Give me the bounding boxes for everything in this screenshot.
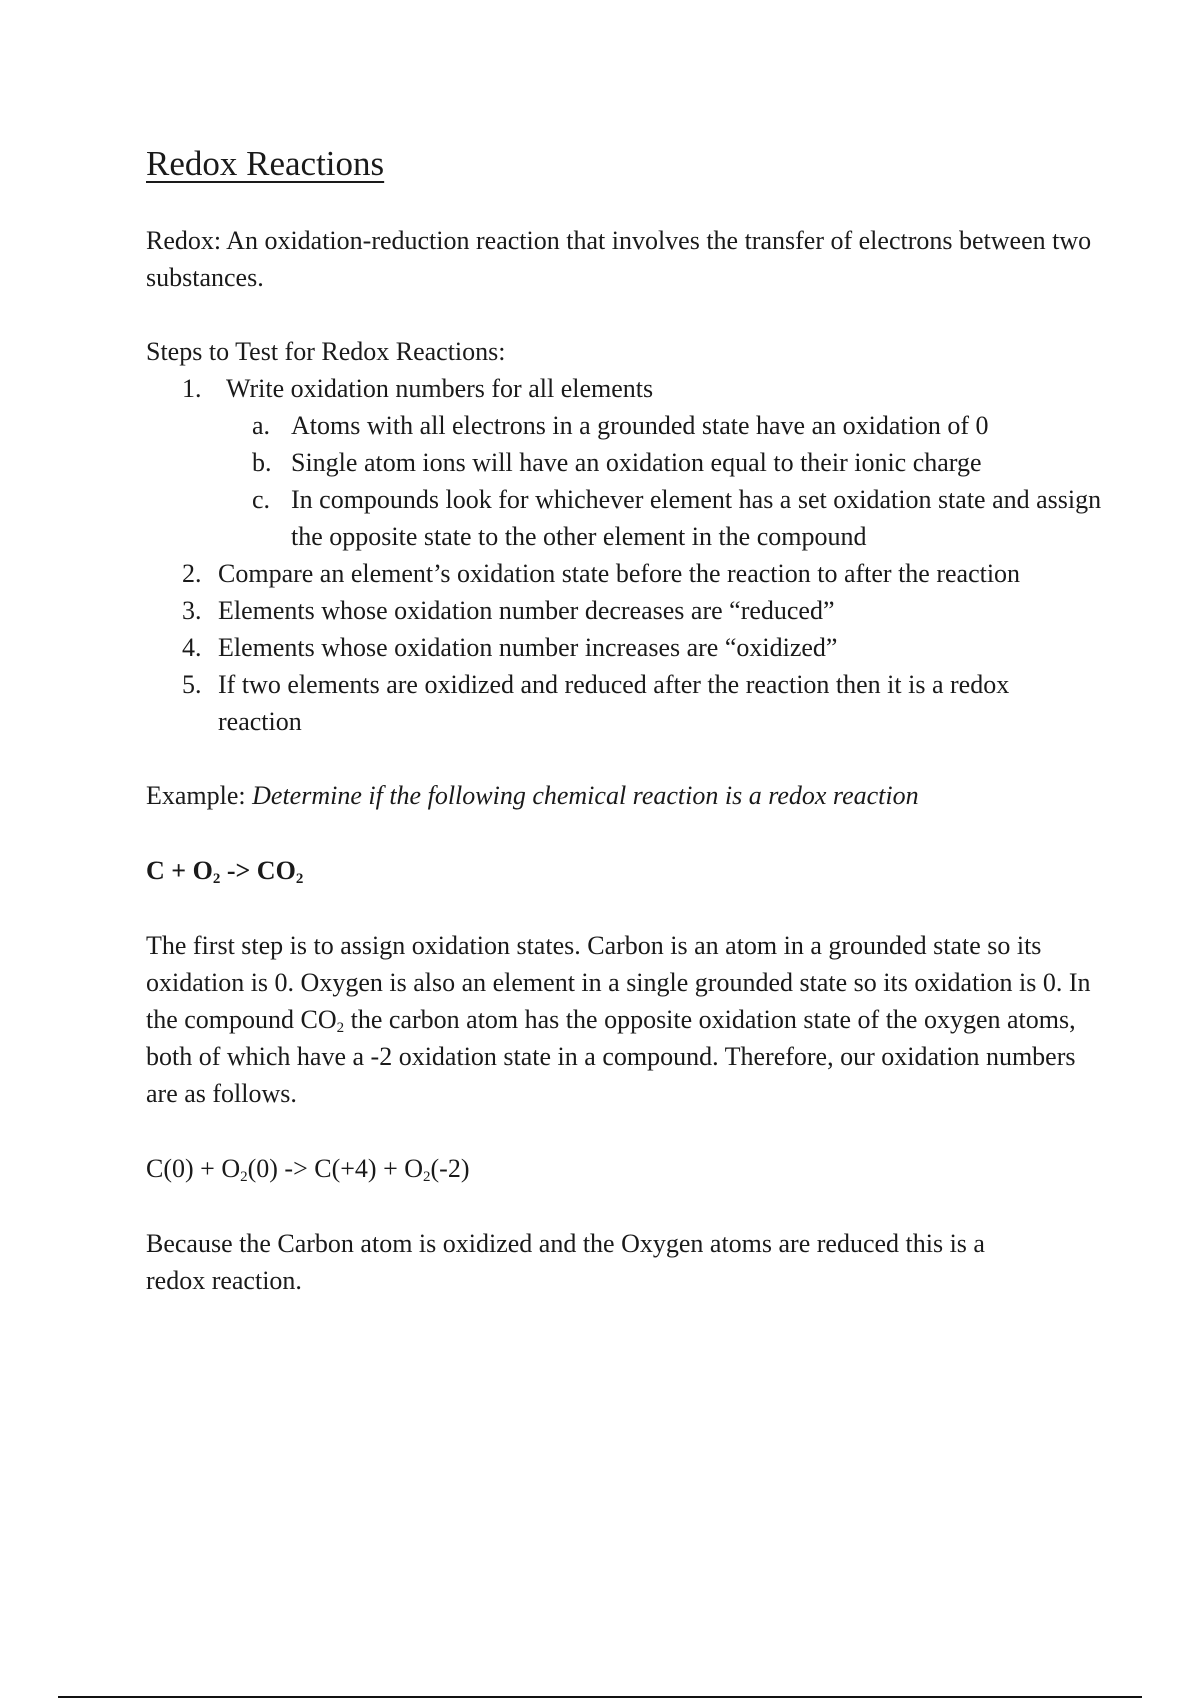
page-title: Redox Reactions xyxy=(146,144,385,183)
step-number: 2. xyxy=(182,559,202,588)
substep-item xyxy=(146,481,1106,555)
page-bottom-rule xyxy=(58,1696,1142,1698)
conclusion-paragraph: Because the Carbon atom is oxidized and the Oxygen atoms are reduced this is a redox reaction. xyxy=(146,1229,985,1295)
document-page xyxy=(146,144,1106,1299)
substep-letter: a. xyxy=(252,411,271,440)
equation-subscript: 2 xyxy=(212,871,221,887)
example-label: Example: xyxy=(146,781,253,810)
explanation-paragraph xyxy=(146,927,1106,1112)
substep-text: Atoms with all electrons in a grounded state have an oxidation of 0 xyxy=(291,411,989,440)
oxeq-part: C(0) + O xyxy=(146,1154,241,1183)
substep-item xyxy=(146,407,1106,444)
step-item xyxy=(146,370,1106,555)
step-number: 4. xyxy=(182,633,202,662)
equation-part: -> CO xyxy=(220,856,296,885)
step-number: 1. xyxy=(182,374,202,403)
oxidation-equation xyxy=(146,1150,1106,1187)
substep-text: Single atom ions will have an oxidation equal to their ionic charge xyxy=(291,448,982,477)
step-text: Write oxidation numbers for all elements xyxy=(226,374,654,403)
step-item xyxy=(146,666,1106,740)
steps-list xyxy=(146,370,1106,740)
example-prompt: Determine if the following chemical reaction is a redox reaction xyxy=(252,781,919,810)
oxeq-subscript: 2 xyxy=(240,1169,248,1185)
substep-text: In compounds look for whichever element has a set oxidation state and assign the opposite state to the other element in the compound xyxy=(291,485,1102,551)
step-item xyxy=(146,555,1106,592)
substep-letter: b. xyxy=(252,448,272,477)
equation-subscript: 2 xyxy=(295,871,304,887)
substep-item xyxy=(146,444,1106,481)
step-text: Compare an element’s oxidation state before the reaction to after the reaction xyxy=(218,559,1021,588)
substeps-list xyxy=(146,407,1106,555)
redox-definition: Redox: An oxidation-reduction reaction that involves the transfer of electrons between two substances. xyxy=(146,226,1092,292)
step-text: Elements whose oxidation number decreases are “reduced” xyxy=(218,596,835,625)
substep-letter: c. xyxy=(252,485,271,514)
oxeq-subscript: 2 xyxy=(423,1169,431,1185)
explanation-text: The first step is to assign oxidation states. Carbon is an atom in a grounded state so its oxidation is 0. Oxygen is also an element in a single grounded state so its oxidation is 0. In the compound CO xyxy=(146,931,1091,1034)
explanation-subscript: 2 xyxy=(336,1020,345,1036)
oxeq-part: (-2) xyxy=(430,1154,470,1183)
step-text: If two elements are oxidized and reduced after the reaction then it is a redox reaction xyxy=(218,670,1010,736)
example-line xyxy=(146,777,1106,814)
oxeq-part: (0) -> C(+4) + O xyxy=(247,1154,424,1183)
step-number: 5. xyxy=(182,670,202,699)
chemical-equation xyxy=(146,852,1106,889)
explanation-text: the carbon atom has the opposite oxidation state of the oxygen atoms, both of which have a -2 oxidation state in a compound. Therefore, our oxidation numbers are as follows. xyxy=(146,1005,1076,1108)
equation-part: C + O xyxy=(146,856,213,885)
step-item xyxy=(146,592,1106,629)
step-text: Elements whose oxidation number increases are “oxidized” xyxy=(218,633,838,662)
step-number: 3. xyxy=(182,596,202,625)
step-item xyxy=(146,629,1106,666)
steps-heading: Steps to Test for Redox Reactions: xyxy=(146,337,506,366)
